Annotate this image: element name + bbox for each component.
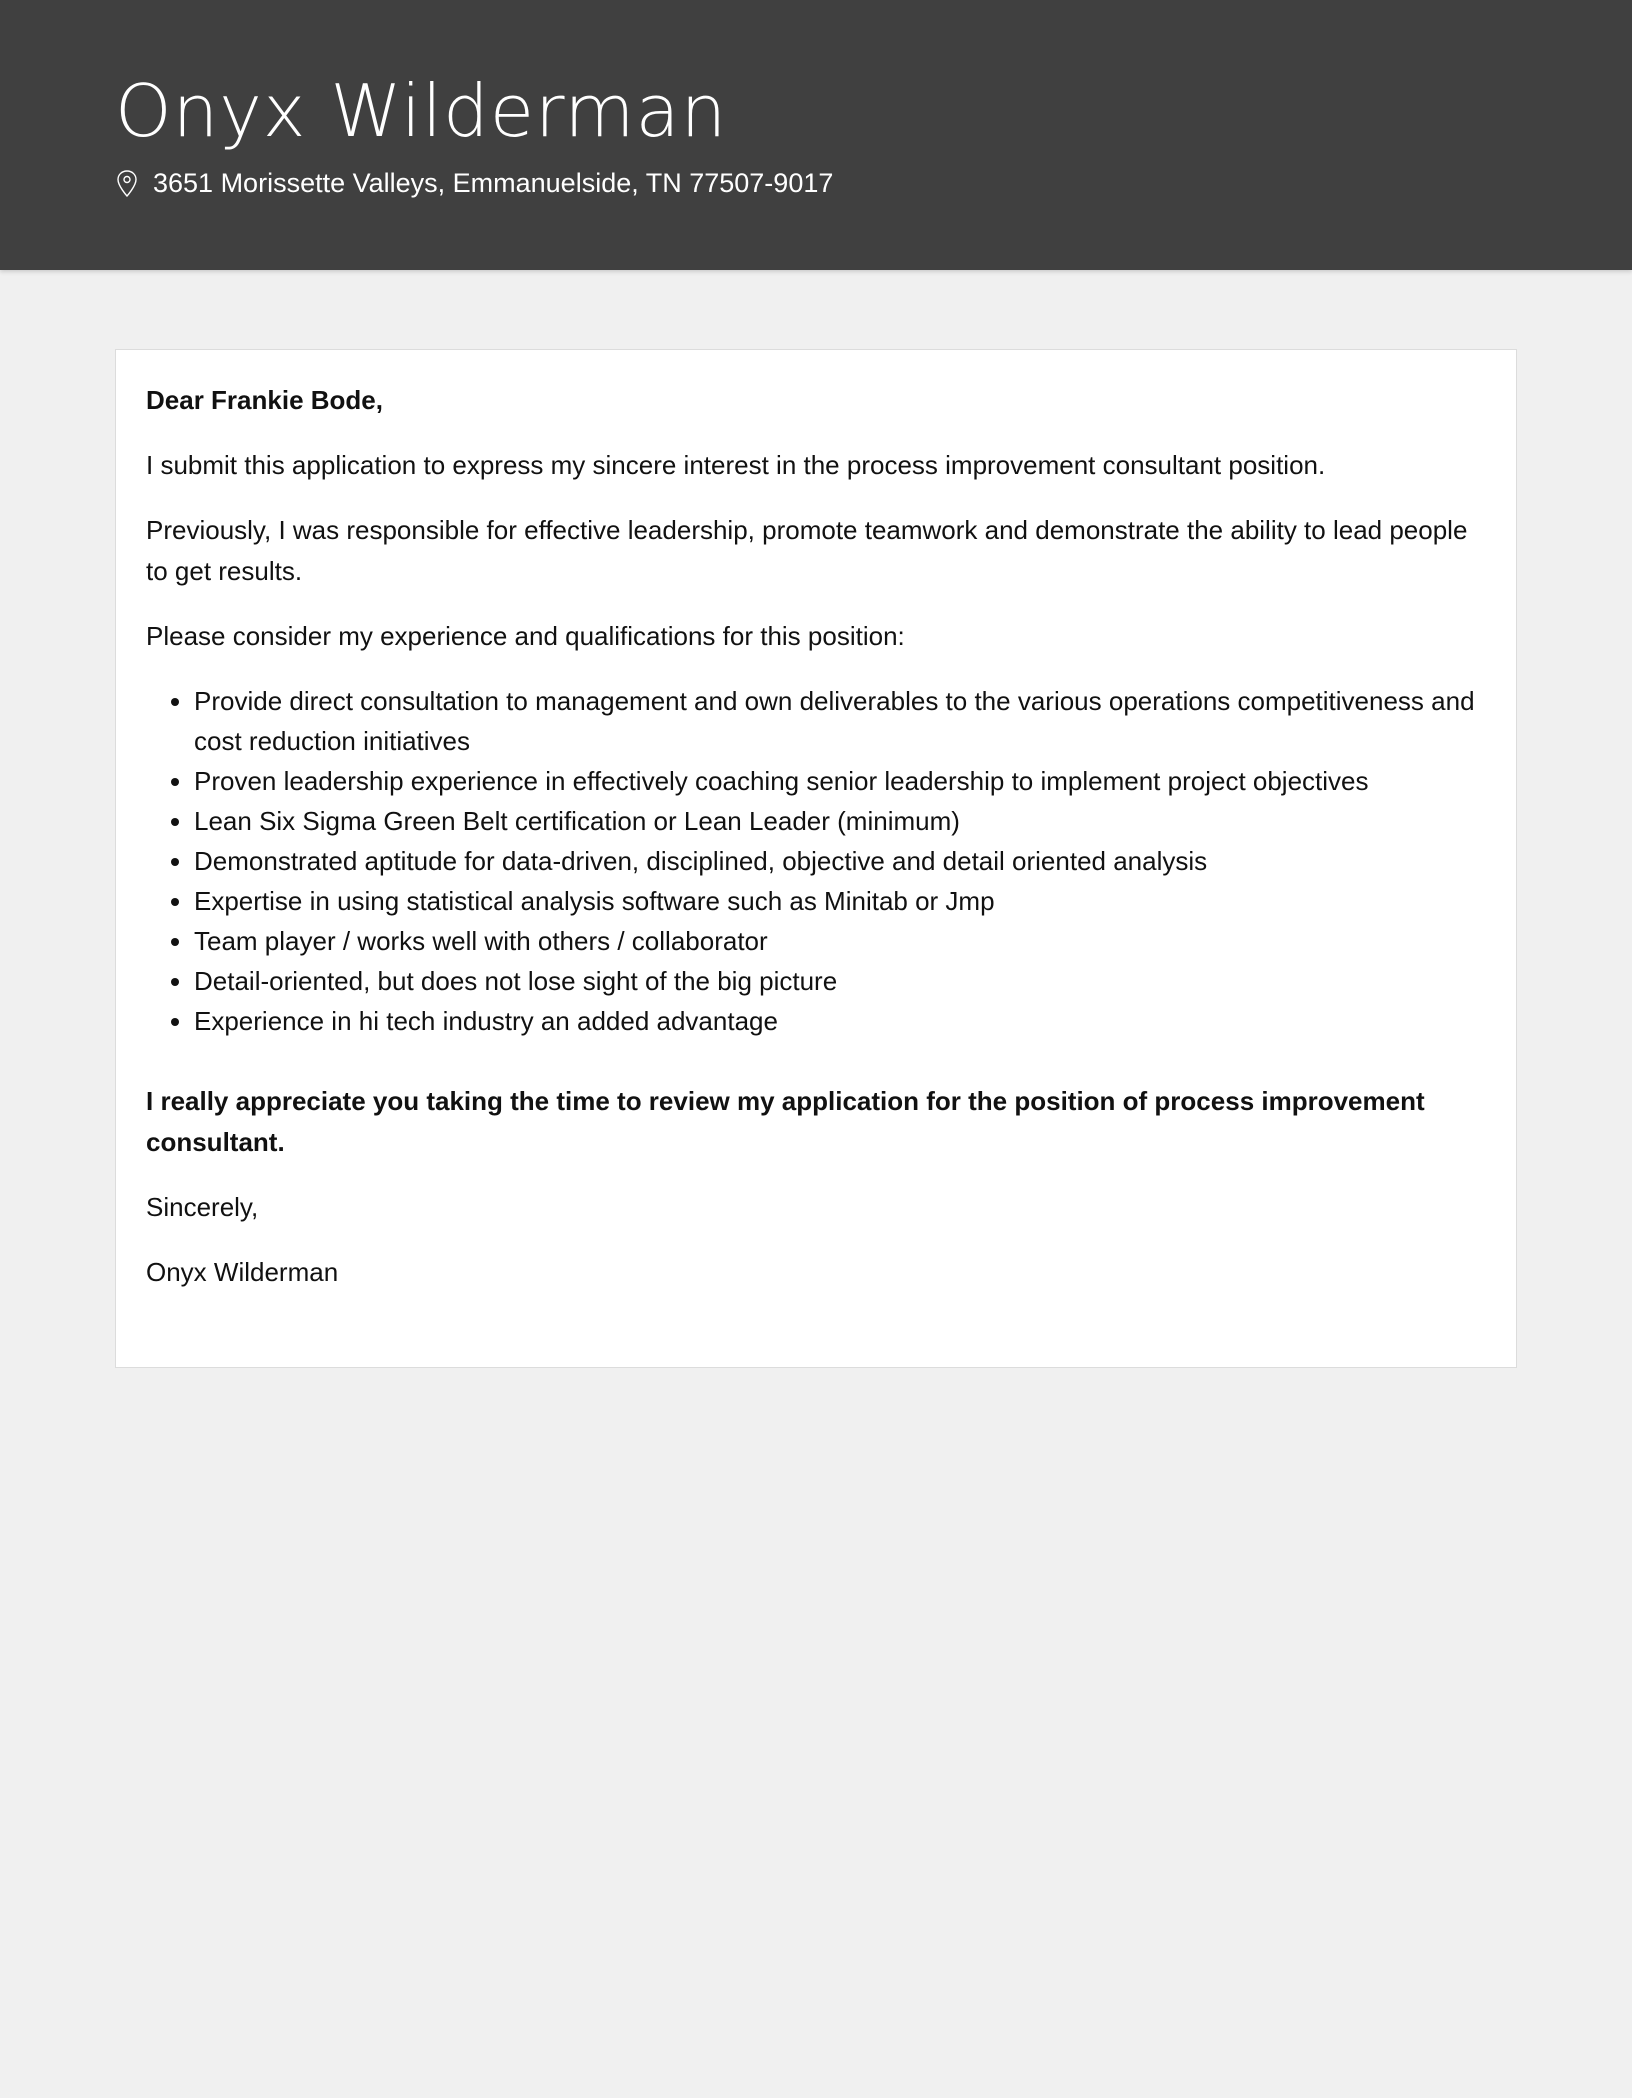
header-banner bbox=[0, 0, 1632, 270]
list-item: • Experience in hi tech industry an added advantage bbox=[194, 1001, 1486, 1041]
address-row bbox=[115, 168, 1517, 199]
letter-closing: I really appreciate you taking the time to review my application for the position of process improvement consultant. bbox=[146, 1086, 1425, 1157]
list-item: • Provide direct consultation to management and own deliverables to the various operations competitiveness and cost reduction initiatives bbox=[194, 681, 1486, 761]
applicant-address: 3651 Morissette Valleys, Emmanuelside, TN 77507-9017 bbox=[153, 168, 834, 198]
letter-signoff: Sincerely, bbox=[146, 1192, 259, 1222]
letter-previous-experience: Previously, I was responsible for effective leadership, promote teamwork and demonstrate the ability to lead people to get results. bbox=[146, 515, 1468, 586]
qualifications-list bbox=[146, 681, 1486, 1041]
applicant-name: Onyx Wilderman bbox=[115, 69, 728, 153]
list-item: • Proven leadership experience in effectively coaching senior leadership to implement project objectives bbox=[194, 761, 1486, 801]
list-item: • Demonstrated aptitude for data-driven, disciplined, objective and detail oriented analysis bbox=[194, 841, 1486, 881]
list-item: • Expertise in using statistical analysis software such as Minitab or Jmp bbox=[194, 881, 1486, 921]
list-item: • Detail-oriented, but does not lose sight of the big picture bbox=[194, 961, 1486, 1001]
location-pin-icon bbox=[115, 169, 139, 199]
letter-consider: Please consider my experience and qualifications for this position: bbox=[146, 621, 905, 651]
letter-card bbox=[115, 349, 1517, 1368]
letter-intro: I submit this application to express my sincere interest in the process improvement consultant position. bbox=[146, 450, 1326, 480]
letter-greeting: Dear Frankie Bode, bbox=[146, 385, 383, 415]
list-item: • Team player / works well with others / collaborator bbox=[194, 921, 1486, 961]
list-item: • Lean Six Sigma Green Belt certification or Lean Leader (minimum) bbox=[194, 801, 1486, 841]
letter-signature: Onyx Wilderman bbox=[146, 1257, 339, 1287]
